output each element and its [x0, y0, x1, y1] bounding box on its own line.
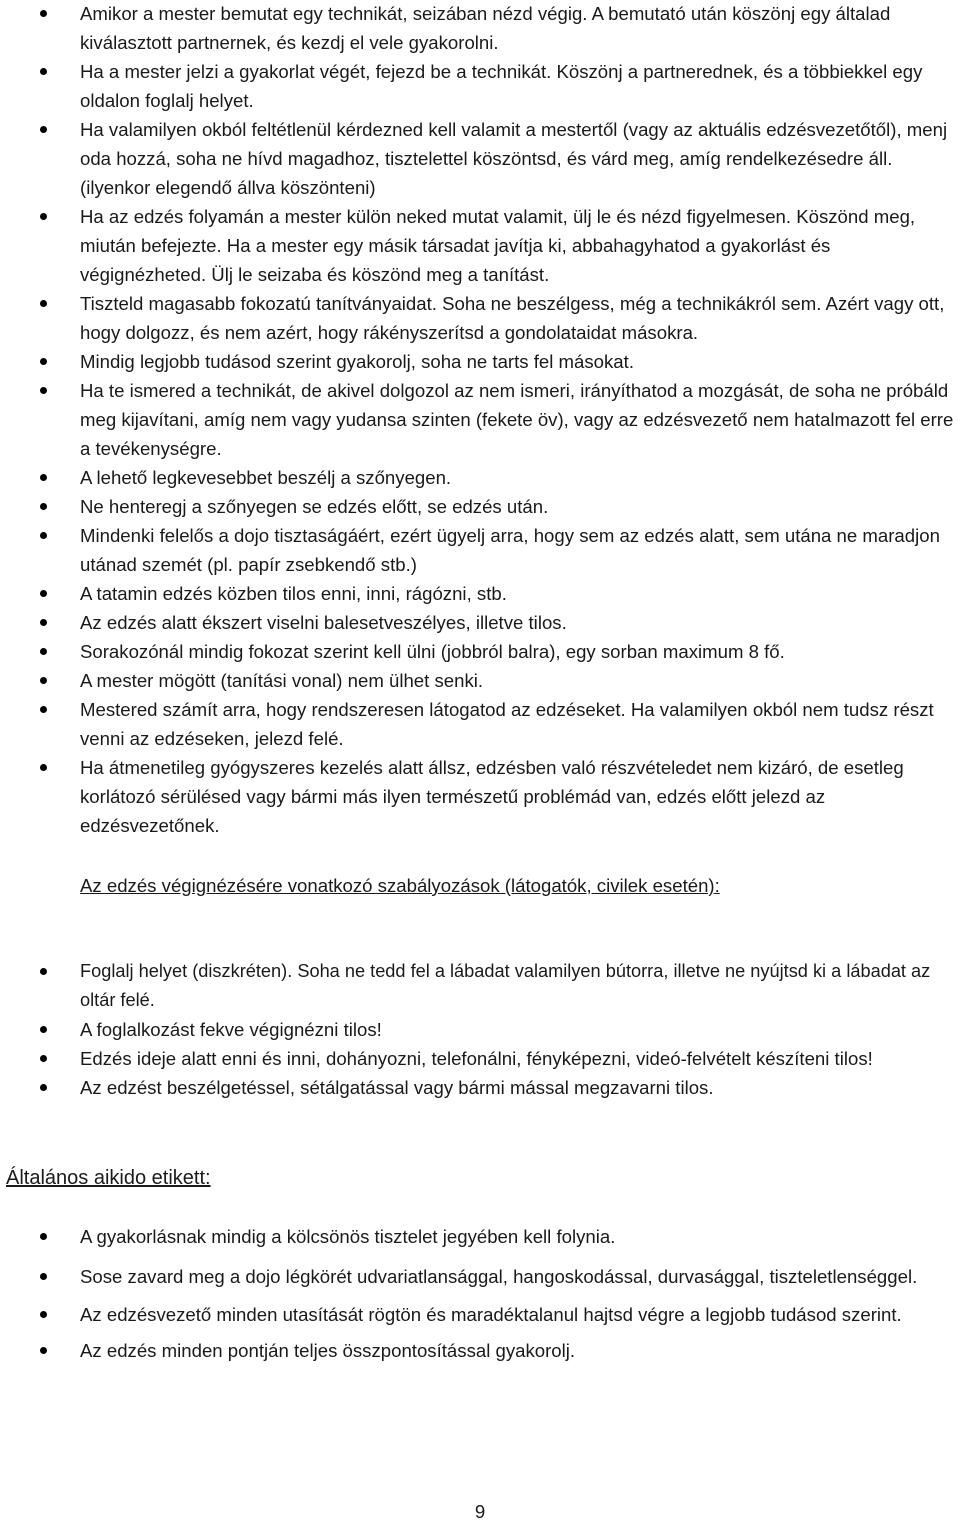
list-item: A gyakorlásnak mindig a kölcsönös tisztelet jegyében kell folynia. [0, 1222, 960, 1251]
bullet-icon [40, 532, 47, 539]
bullet-icon [40, 213, 47, 220]
list-item: A lehető legkevesebbet beszélj a szőnyegen. [0, 463, 960, 492]
list-item: Mestered számít arra, hogy rendszeresen látogatod az edzéseket. Ha valamilyen okból nem tudsz részt venni az edzéseken, jelezd felé. [0, 695, 960, 753]
bullet-icon [40, 968, 47, 975]
bullet-icon [40, 68, 47, 75]
list-item: Az edzés alatt ékszert viselni balesetveszélyes, illetve tilos. [0, 608, 960, 637]
list-item: Az edzés minden pontján teljes összpontosítással gyakorolj. [0, 1336, 960, 1365]
bullet-icon [40, 1026, 47, 1033]
list-item: Ha te ismered a technikát, de akivel dolgozol az nem ismeri, irányíthatod a mozgását, de soha ne próbáld meg kijavítani, amíg nem vagy yudansa szinten (fekete öv), vagy az edzésvezető nem hatalmazott fel erre a tevékenységre. [0, 376, 960, 463]
bullet-icon [40, 474, 47, 481]
bullet-icon [40, 1055, 47, 1062]
list-item: Ne henteregj a szőnyegen se edzés előtt, se edzés után. [0, 492, 960, 521]
page-number: 9 [474, 1501, 486, 1522]
bullet-icon [40, 503, 47, 510]
bullet-icon [40, 764, 47, 771]
bullet-icon [40, 300, 47, 307]
list-item: Foglalj helyet (diszkréten). Soha ne tedd fel a lábadat valamilyen bútorra, illetve ne nyújtsd ki a lábadat az oltár felé. [0, 957, 960, 1015]
etiquette-list [0, 1222, 960, 1365]
bullet-icon [40, 126, 47, 133]
etiquette-heading: Általános aikido etikett: [6, 1167, 211, 1189]
list-item: Sose zavard meg a dojo légkörét udvariatlansággal, hangoskodással, durvasággal, tiszteletlenséggel. [0, 1260, 960, 1293]
bullet-icon [40, 10, 47, 17]
list-item: Mindenki felelős a dojo tisztaságáért, ezért ügyelj arra, hogy sem az edzés alatt, sem utána ne maradjon utánad szemét (pl. papír zsebkendő stb.) [0, 521, 960, 579]
visitors-heading: Az edzés végignézésére vonatkozó szabályozások (látogatók, civilek esetén): [80, 875, 720, 896]
bullet-icon [40, 1233, 47, 1240]
list-item: Sorakozónál mindig fokozat szerint kell ülni (jobbról balra), egy sorban maximum 8 fő. [0, 637, 960, 666]
list-item: A foglalkozást fekve végignézni tilos! [0, 1015, 960, 1044]
bullet-icon [40, 619, 47, 626]
list-item: Edzés ideje alatt enni és inni, dohányozni, telefonálni, fényképezni, videó-felvételt készíteni tilos! [0, 1044, 960, 1073]
bullet-icon [40, 1347, 47, 1354]
list-item: Tiszteld magasabb fokozatú tanítványaidat. Soha ne beszélgess, még a technikákról sem. Azért vagy ott, hogy dolgozz, és nem azért, hogy rákényszerítsd a gondolataidat másokra. [0, 289, 960, 347]
bullet-icon [40, 358, 47, 365]
list-item: Ha valamilyen okból feltétlenül kérdezned kell valamit a mestertől (vagy az aktuális edzésvezetőtől), menj oda hozzá, soha ne hívd magadhoz, tisztelettel köszöntsd, és várd meg, amíg rendelkezésedre áll. (ilyenkor elegendő állva köszönteni) [0, 115, 960, 202]
list-item: Az edzésvezető minden utasítását rögtön és maradéktalanul hajtsd végre a legjobb tudásod szerint. [0, 1298, 960, 1331]
list-item: A mester mögött (tanítási vonal) nem ülhet senki. [0, 666, 960, 695]
bullet-icon [40, 706, 47, 713]
list-item: Az edzést beszélgetéssel, sétálgatással vagy bármi mással megzavarni tilos. [0, 1073, 960, 1102]
list-item: A tatamin edzés közben tilos enni, inni, rágózni, stb. [0, 579, 960, 608]
list-item: Mindig legjobb tudásod szerint gyakorolj, soha ne tarts fel másokat. [0, 347, 960, 376]
list-item: Ha a mester jelzi a gyakorlat végét, fejezd be a technikát. Köszönj a partnerednek, és a többiekkel egy oldalon foglalj helyet. [0, 57, 960, 115]
list-item: Amikor a mester bemutat egy technikát, seizában nézd végig. A bemutató után köszönj egy általad kiválasztott partnernek, és kezdj el vele gyakorolni. [0, 0, 960, 57]
bullet-icon [40, 1273, 47, 1280]
bullet-icon [40, 648, 47, 655]
bullet-icon [40, 387, 47, 394]
bullet-icon [40, 1084, 47, 1091]
bullet-icon [40, 677, 47, 684]
bullet-icon [40, 1311, 47, 1318]
visitors-list [0, 957, 960, 1102]
bullet-icon [40, 590, 47, 597]
list-item: Ha átmenetileg gyógyszeres kezelés alatt állsz, edzésben való részvételedet nem kizáró, de esetleg korlátozó sérülésed vagy bármi más ilyen természetű problémád van, edzés előtt jelezd az edzésvezetőnek. [0, 753, 960, 840]
list-item: Ha az edzés folyamán a mester külön neked mutat valamit, ülj le és nézd figyelmesen. Köszönd meg, miután befejezte. Ha a mester egy másik társadat javítja ki, abbahagyhatod a gyakorlást és végignézheted. Ülj le seizaba és köszönd meg a tanítást. [0, 202, 960, 289]
